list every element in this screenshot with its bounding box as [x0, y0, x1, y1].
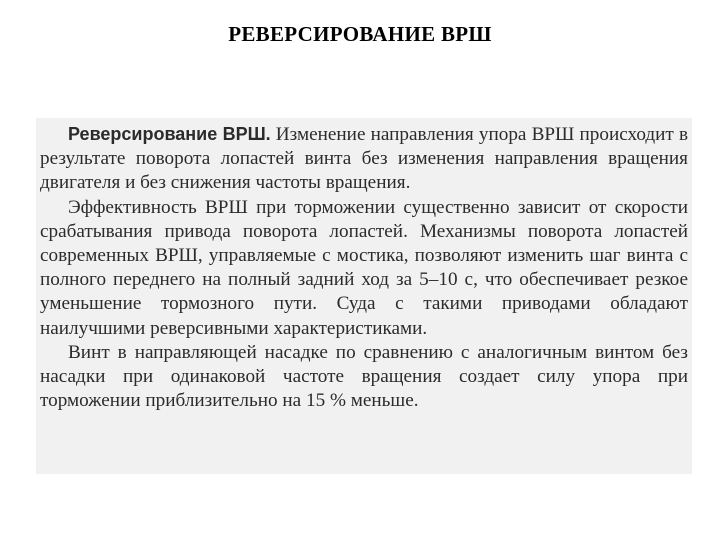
paragraph-nozzle: Винт в направляющей насадке по сравнению с аналогичным винтом без насадки при одинаковой частоте вращения создает силу упора при торможении приблизительно на 15 % меньше. — [40, 341, 688, 412]
paragraph-reversing — [40, 122, 688, 196]
slide-title: РЕВЕРСИРОВАНИЕ ВРШ — [228, 22, 492, 46]
paragraph-text: Изменение направления упора ВРШ происходит в результате поворота лопастей винта без изменения направления вращения двигателя и без снижения частоты вращения. — [40, 124, 688, 194]
run-in-heading: Реверсирование ВРШ. — [68, 124, 271, 144]
body-text — [40, 122, 688, 413]
paragraph-efficiency: Эффективность ВРШ при торможении существенно зависит от скорости срабатывания привода поворота лопастей. Механизмы поворота лопастей современных ВРШ, управляемые с мостика, позволяют изменить шаг винта с полного переднего на полный задний ход за 5–10 с, что обеспечивает резкое уменьшение тормозного пути. Суда с такими приводами обладают наилучшими реверсивными характеристиками. — [40, 196, 688, 339]
